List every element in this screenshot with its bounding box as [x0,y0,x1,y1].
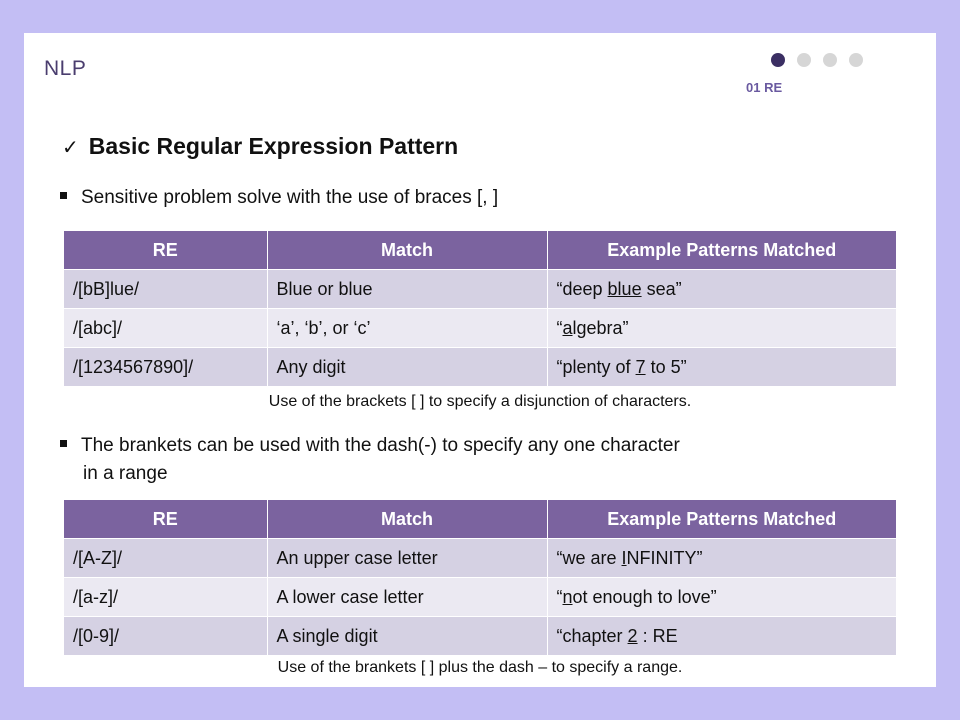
bullet-2 [60,432,680,488]
header-match: Match [267,231,547,270]
cell-example: “plenty of 7 to 5” [547,348,896,387]
progress-dots [771,53,863,67]
table-row [64,348,896,387]
section-label: 01 RE [746,80,783,95]
progress-dot-2 [797,53,811,67]
progress-dot-1 [771,53,785,67]
table-row [64,309,896,348]
header-re: RE [64,231,267,270]
cell-example: “chapter 2 : RE [547,617,896,656]
cell-example: “algebra” [547,309,896,348]
table-row [64,539,896,578]
bullet-1 [60,184,498,212]
progress-dot-3 [823,53,837,67]
cell-match: An upper case letter [267,539,547,578]
bullet-2-continuation: in a range [83,463,168,484]
cell-re: /[a-z]/ [64,578,267,617]
heading-text: Basic Regular Expression Pattern [88,133,459,159]
cell-re: /[1234567890]/ [64,348,267,387]
cell-re: /[abc]/ [64,309,267,348]
table-2 [64,500,896,655]
table-row [64,270,896,309]
cell-match: A single digit [267,617,547,656]
brand-title: NLP [44,57,87,80]
cell-match: Any digit [267,348,547,387]
cell-re: /[bB]lue/ [64,270,267,309]
bullet-1-text: Sensitive problem solve with the use of braces [, ] [81,187,499,208]
cell-example: “not enough to love” [547,578,896,617]
cell-example: “deep blue sea” [547,270,896,309]
square-bullet-icon [60,440,67,447]
table-row [64,578,896,617]
cell-re: /[A-Z]/ [64,539,267,578]
cell-match: ‘a’, ‘b’, or ‘c’ [267,309,547,348]
cell-re: /[0-9]/ [64,617,267,656]
cell-match: Blue or blue [267,270,547,309]
table-row [64,617,896,656]
header-match: Match [267,500,547,539]
slide [24,33,936,687]
header-example: Example Patterns Matched [547,231,896,270]
header-example: Example Patterns Matched [547,500,896,539]
table-1-caption: Use of the brackets [ ] to specify a disjunction of characters. [268,393,692,410]
table-1 [64,231,896,386]
cell-match: A lower case letter [267,578,547,617]
table-2-caption: Use of the brankets [ ] plus the dash – to specify a range. [277,659,683,676]
header-re: RE [64,500,267,539]
square-bullet-icon [60,192,67,199]
bullet-2-text: The brankets can be used with the dash(-) to specify any one character [81,435,680,456]
checkmark-icon: ✓ [62,134,79,159]
table-header-row [64,231,896,270]
progress-dot-4 [849,53,863,67]
table-header-row [64,500,896,539]
cell-example: “we are INFINITY” [547,539,896,578]
slide-heading [62,133,458,160]
